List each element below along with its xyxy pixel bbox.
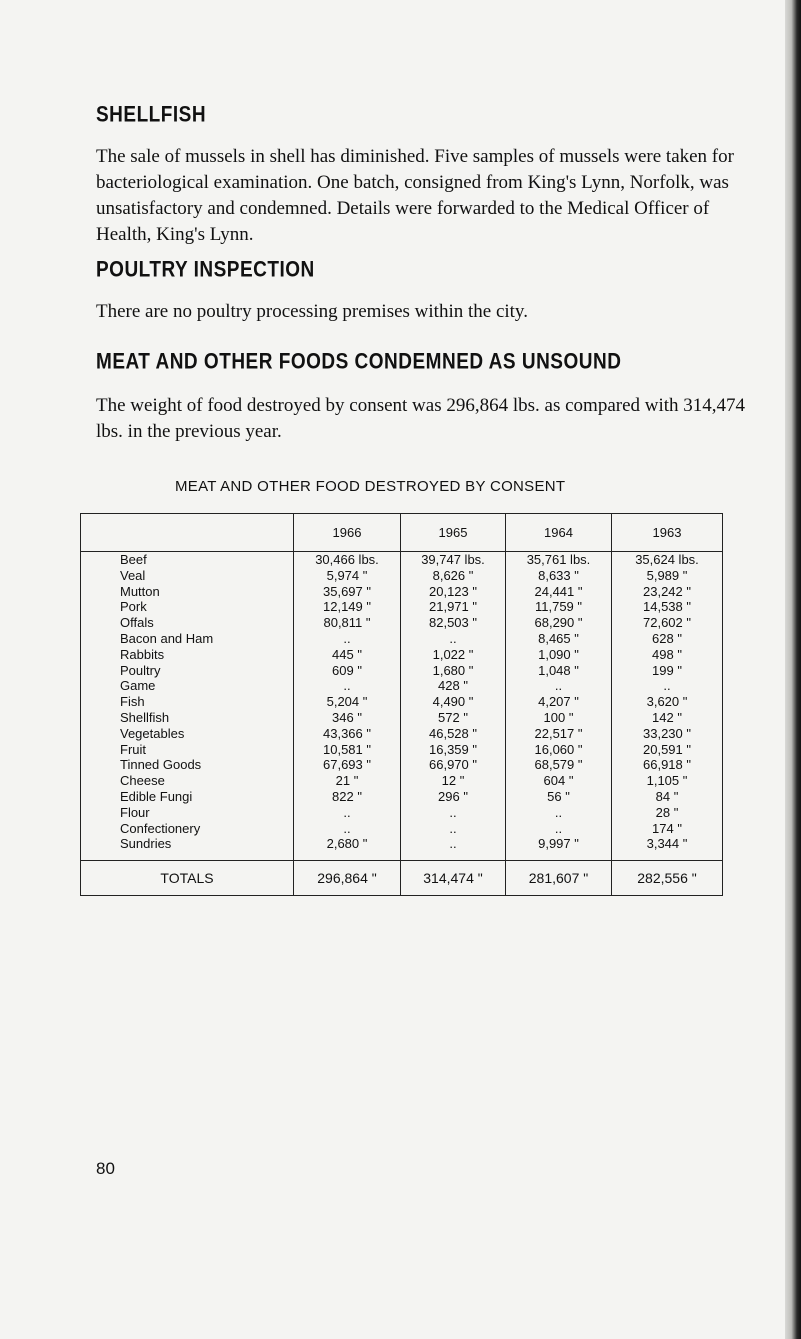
cell-1963: 199 " (612, 663, 723, 679)
cell-1965: 296 " (401, 789, 506, 805)
cell-1966: 822 " (294, 789, 401, 805)
cell-1966: 5,974 " (294, 568, 401, 584)
cell-1964: 22,517 " (506, 726, 612, 742)
table-row (81, 742, 723, 758)
heading-meat-condemned: MEAT AND OTHER FOODS CONDEMNED AS UNSOUND (96, 350, 622, 375)
cell-1963: 28 " (612, 805, 723, 821)
heading-poultry-inspection: POULTRY INSPECTION (96, 258, 315, 283)
table-row (81, 773, 723, 789)
totals-1963: 282,556 " (612, 861, 723, 896)
cell-1965: 16,359 " (401, 742, 506, 758)
row-item-label: Flour (81, 805, 294, 821)
cell-1963: 174 " (612, 821, 723, 837)
table-row (81, 552, 723, 568)
cell-1964: .. (506, 821, 612, 837)
cell-1964: 11,759 " (506, 599, 612, 615)
cell-1965: 20,123 " (401, 584, 506, 600)
table-row (81, 821, 723, 837)
cell-1965: 66,970 " (401, 757, 506, 773)
cell-1963: 628 " (612, 631, 723, 647)
table-row (81, 710, 723, 726)
cell-1965: 572 " (401, 710, 506, 726)
cell-1966: 67,693 " (294, 757, 401, 773)
row-item-label: Bacon and Ham (81, 631, 294, 647)
row-item-label: Veal (81, 568, 294, 584)
table-row (81, 631, 723, 647)
cell-1963: 3,344 " (612, 836, 723, 860)
cell-1963: 1,105 " (612, 773, 723, 789)
cell-1964: 68,290 " (506, 615, 612, 631)
cell-1964: .. (506, 678, 612, 694)
cell-1966: 445 " (294, 647, 401, 663)
paragraph-poultry-inspection: There are no poultry processing premises within the city. (96, 301, 528, 322)
column-header-1963: 1963 (612, 514, 723, 552)
cell-1966: 35,697 " (294, 584, 401, 600)
column-header-item (81, 514, 294, 552)
page-edge-shadow (785, 0, 801, 1339)
table-row (81, 694, 723, 710)
cell-1963: 498 " (612, 647, 723, 663)
cell-1964: 1,048 " (506, 663, 612, 679)
cell-1965: .. (401, 821, 506, 837)
paragraph-meat-condemned: The weight of food destroyed by consent was 296,864 lbs. as compared with 314,474 lbs. in the previous year. (96, 395, 746, 442)
cell-1965: .. (401, 805, 506, 821)
row-item-label: Cheese (81, 773, 294, 789)
cell-1965: 428 " (401, 678, 506, 694)
table-row (81, 726, 723, 742)
cell-1964: 1,090 " (506, 647, 612, 663)
cell-1966: 21 " (294, 773, 401, 789)
table-row (81, 757, 723, 773)
column-header-1964: 1964 (506, 514, 612, 552)
cell-1963: 142 " (612, 710, 723, 726)
cell-1964: 4,207 " (506, 694, 612, 710)
totals-1965: 314,474 " (401, 861, 506, 896)
cell-1964: 16,060 " (506, 742, 612, 758)
row-item-label: Fruit (81, 742, 294, 758)
cell-1965: 8,626 " (401, 568, 506, 584)
totals-label: TOTALS (81, 861, 294, 896)
food-destroyed-table (80, 513, 723, 896)
totals-1964: 281,607 " (506, 861, 612, 896)
cell-1966: .. (294, 805, 401, 821)
cell-1963: 84 " (612, 789, 723, 805)
cell-1964: 604 " (506, 773, 612, 789)
cell-1963: .. (612, 678, 723, 694)
cell-1963: 66,918 " (612, 757, 723, 773)
cell-1963: 72,602 " (612, 615, 723, 631)
row-item-label: Shellfish (81, 710, 294, 726)
paragraph-shellfish: The sale of mussels in shell has diminished. Five samples of mussels were taken for bacteriological examination. One batch, consigned from King's Lynn, Norfolk, was unsatisfactory and condemned. Details were forwarded to the Medical Officer of Health, King's Lynn. (96, 146, 734, 245)
cell-1964: 68,579 " (506, 757, 612, 773)
cell-1966: 346 " (294, 710, 401, 726)
cell-1965: .. (401, 836, 506, 860)
row-item-label: Game (81, 678, 294, 694)
cell-1964: 100 " (506, 710, 612, 726)
column-header-1966: 1966 (294, 514, 401, 552)
table-row (81, 789, 723, 805)
cell-1965: 46,528 " (401, 726, 506, 742)
row-item-label: Fish (81, 694, 294, 710)
column-header-1965: 1965 (401, 514, 506, 552)
cell-1963: 3,620 " (612, 694, 723, 710)
row-item-label: Tinned Goods (81, 757, 294, 773)
row-item-label: Vegetables (81, 726, 294, 742)
cell-1965: 4,490 " (401, 694, 506, 710)
cell-1963: 14,538 " (612, 599, 723, 615)
cell-1966: 43,366 " (294, 726, 401, 742)
cell-1966: 5,204 " (294, 694, 401, 710)
cell-1965: 12 " (401, 773, 506, 789)
table-row (81, 678, 723, 694)
cell-1966: 80,811 " (294, 615, 401, 631)
cell-1964: 8,465 " (506, 631, 612, 647)
totals-row (81, 861, 723, 896)
cell-1965: 21,971 " (401, 599, 506, 615)
cell-1964: 24,441 " (506, 584, 612, 600)
cell-1964: 8,633 " (506, 568, 612, 584)
row-item-label: Edible Fungi (81, 789, 294, 805)
cell-1966: 609 " (294, 663, 401, 679)
totals-1966: 296,864 " (294, 861, 401, 896)
table-row (81, 836, 723, 860)
cell-1965: 1,022 " (401, 647, 506, 663)
cell-1966: 12,149 " (294, 599, 401, 615)
cell-1966: 10,581 " (294, 742, 401, 758)
table-row (81, 663, 723, 679)
row-item-label: Sundries (81, 836, 294, 860)
cell-1965: 1,680 " (401, 663, 506, 679)
cell-1963: 5,989 " (612, 568, 723, 584)
table-row (81, 615, 723, 631)
heading-shellfish: SHELLFISH (96, 103, 207, 128)
cell-1963: 23,242 " (612, 584, 723, 600)
cell-1964: 56 " (506, 789, 612, 805)
table-row (81, 805, 723, 821)
row-item-label: Mutton (81, 584, 294, 600)
cell-1966: .. (294, 821, 401, 837)
table-row (81, 568, 723, 584)
cell-1964: 35,761 lbs. (506, 552, 612, 568)
cell-1965: .. (401, 631, 506, 647)
table-caption: MEAT AND OTHER FOOD DESTROYED BY CONSENT (175, 478, 566, 495)
row-item-label: Poultry (81, 663, 294, 679)
cell-1965: 39,747 lbs. (401, 552, 506, 568)
cell-1965: 82,503 " (401, 615, 506, 631)
cell-1966: .. (294, 678, 401, 694)
cell-1964: 9,997 " (506, 836, 612, 860)
cell-1964: .. (506, 805, 612, 821)
row-item-label: Rabbits (81, 647, 294, 663)
table-row (81, 647, 723, 663)
table-header-row (81, 514, 723, 552)
row-item-label: Pork (81, 599, 294, 615)
cell-1966: 2,680 " (294, 836, 401, 860)
page-number: 80 (96, 1159, 115, 1178)
row-item-label: Offals (81, 615, 294, 631)
table-row (81, 599, 723, 615)
row-item-label: Beef (81, 552, 294, 568)
cell-1963: 20,591 " (612, 742, 723, 758)
cell-1966: 30,466 lbs. (294, 552, 401, 568)
table-row (81, 584, 723, 600)
cell-1966: .. (294, 631, 401, 647)
cell-1963: 33,230 " (612, 726, 723, 742)
row-item-label: Confectionery (81, 821, 294, 837)
cell-1963: 35,624 lbs. (612, 552, 723, 568)
